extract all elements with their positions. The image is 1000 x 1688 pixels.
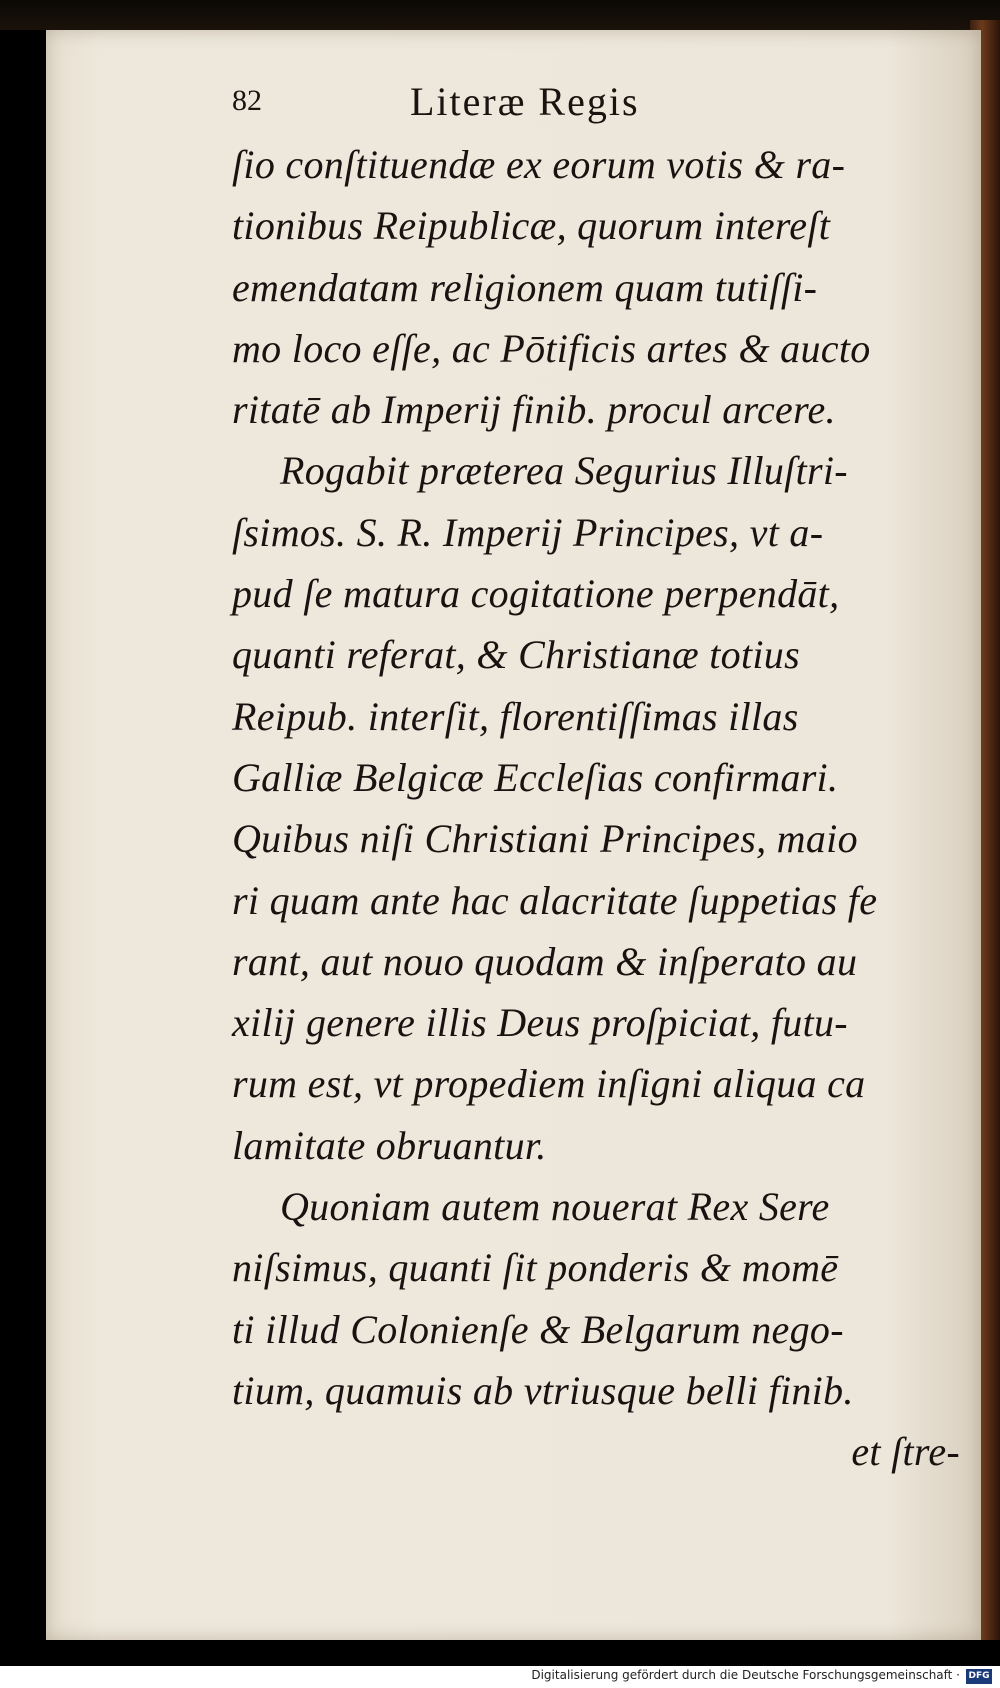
scan-background-top [0, 0, 1000, 30]
text-line: Quoniam autem nouerat Rex Sere [280, 1184, 830, 1230]
text-line: Reipub. interſit, florentiſſimas illas [232, 693, 799, 739]
text-line: mo loco eſſe, ac Pōtificis artes & aucto [232, 325, 871, 371]
running-title: Literæ Regis [410, 79, 640, 124]
text-line: niſsimus, quanti ſit ponderis & momē [232, 1245, 839, 1291]
text-line: pud ſe matura cogitatione perpendāt, [232, 571, 840, 617]
text-line: xilij genere illis Deus proſpiciat, futu- [232, 1000, 848, 1046]
footer-credit: Digitalisierung gefördert durch die Deutsche Forschungsgemeinschaft · [531, 1668, 960, 1682]
text-line: quanti referat, & Christianæ totius [232, 632, 800, 678]
text-line: rum est, vt propediem inſigni aliqua ca [232, 1061, 866, 1107]
text-line: ri quam ante hac alacritate ſuppetias fe [232, 877, 878, 923]
footer-bar [0, 1666, 1000, 1688]
text-line: Galliæ Belgicæ Eccleſias confirmari. [232, 754, 839, 800]
text-line: Rogabit præterea Segurius Illuſtri- [280, 448, 848, 494]
page-number: 82 [232, 84, 262, 117]
text-line: tionibus Reipublicæ, quorum intereſt [232, 203, 831, 249]
page-header [232, 78, 792, 130]
dfg-logo: DFG [966, 1669, 992, 1684]
text-line: rant, aut nouo quodam & inſperato au [232, 938, 858, 984]
text-line: ti illud Colonienſe & Belgarum nego- [232, 1306, 844, 1352]
text-line: ſsimos. S. R. Imperij Principes, vt a- [232, 509, 824, 555]
text-line: emendatam religionem quam tutiſſi- [232, 264, 818, 310]
body-text [232, 134, 972, 1483]
text-line: Quibus niſi Christiani Principes, maio [232, 816, 858, 862]
text-line: tium, quamuis ab vtriusque belli finib. [232, 1367, 854, 1413]
text-line: ritatē ab Imperij finib. procul arcere. [232, 387, 836, 433]
catchword: et ſtre- [851, 1429, 960, 1475]
text-line: ſio conſtituendæ ex eorum votis & ra- [232, 142, 846, 187]
text-line: lamitate obruantur. [232, 1122, 547, 1168]
